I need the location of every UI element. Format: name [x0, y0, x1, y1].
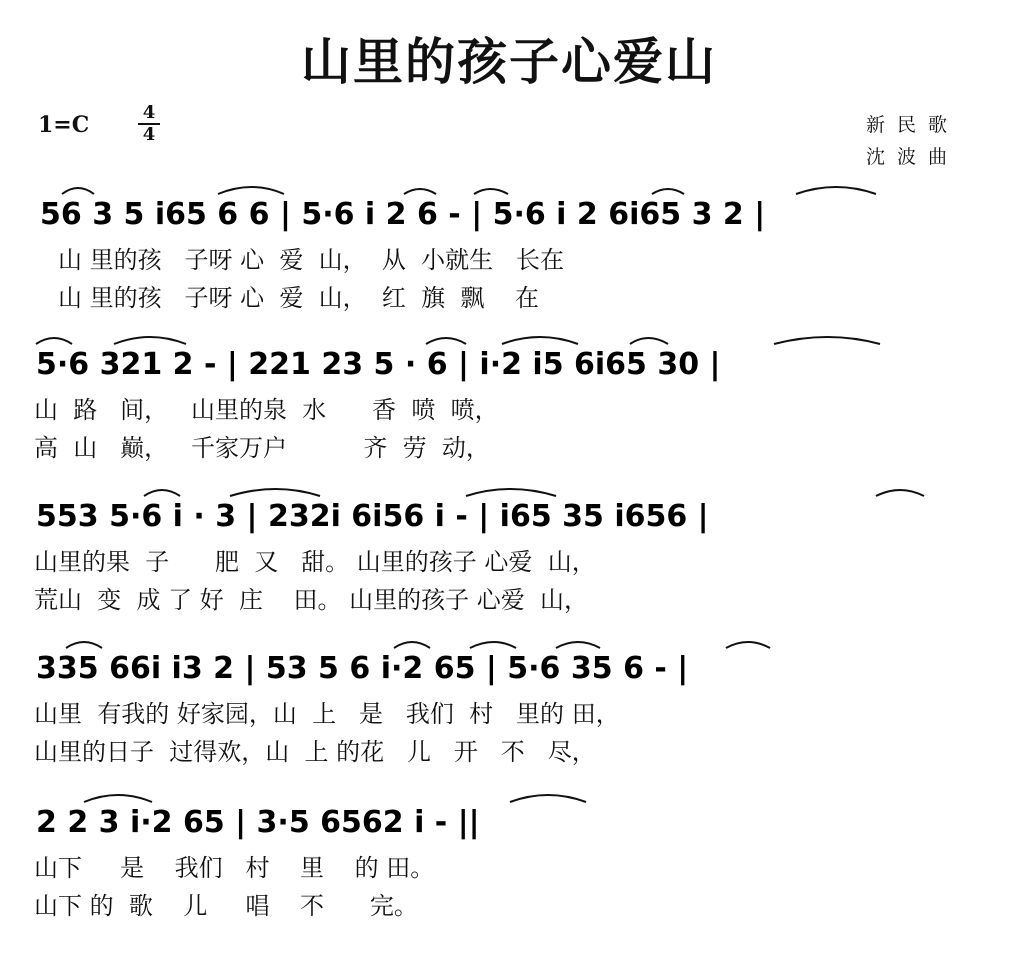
lyrics-line-2: 山里的日子 过得欢，山 上 的花 儿 开 不 尽，: [34, 738, 596, 766]
lyrics-line-2: 高 山 巅， 千家万户 齐 劳 动，: [34, 434, 490, 462]
lyrics-line-1: 山里的果 子 肥 又 甜。 山里的孩子 心爱 山，: [34, 548, 596, 576]
notation-row-2: [0, 330, 1018, 390]
key-signature: 1=C: [38, 112, 90, 138]
notation-row-1: [0, 180, 1018, 240]
notation-row-4: [0, 634, 1018, 694]
lyrics-line-1: 山下 是 我们 村 里 的 田。: [34, 854, 435, 882]
meter-bottom: 4: [142, 124, 156, 145]
score-row-3: [0, 482, 1018, 632]
notes-text: 553 5·6 i · 3 | 232i 6i56 i - | i65 35 i656 |: [36, 499, 709, 534]
lyrics-credit: 新民歌: [866, 114, 960, 136]
lyrics-line-1: 山 路 间， 山里的泉 水 香 喷 喷，: [34, 396, 499, 424]
score-row-4: [0, 634, 1018, 784]
notes-text: 56 3 5 i65 6 6 | 5·6 i 2 6 - | 5·6 i 2 6i65 3 2 |: [40, 197, 766, 232]
lyrics-line-2: 荒山 变 成 了 好 庄 田。 山里的孩子 心爱 山，: [34, 586, 589, 614]
notes-text: 2 2 3 i·2 65 | 3·5 6562 i - ||: [36, 805, 480, 840]
time-signature: [138, 104, 160, 144]
score-row-2: [0, 330, 1018, 480]
lyrics-line-1: 山 里的孩 子呀 心 爱 山， 从 小就生 长在: [58, 246, 565, 274]
score-row-1: [0, 180, 1018, 330]
notation-row-3: [0, 482, 1018, 542]
score-row-5: [0, 788, 1018, 938]
notes-text: 335 66i i3 2 | 53 5 6 i·2 65 | 5·6 35 6 - |: [36, 651, 689, 686]
meter-top: 4: [142, 102, 156, 123]
notes-text: 5·6 321 2 - | 221 23 5 · 6 | i·2 i5 6i65 30 |: [36, 347, 721, 382]
music-credit: 沈波曲: [866, 146, 960, 168]
lyrics-line-2: 山 里的孩 子呀 心 爱 山， 红 旗 飘 在: [58, 284, 539, 312]
lyrics-line-1: 山里 有我的 好家园，山 上 是 我们 村 里的 田，: [34, 700, 620, 728]
notation-row-5: [0, 788, 1018, 848]
lyrics-line-2: 山下 的 歌 儿 唱 不 完。: [34, 892, 418, 920]
song-title: 山里的孩子心爱山: [301, 33, 717, 91]
